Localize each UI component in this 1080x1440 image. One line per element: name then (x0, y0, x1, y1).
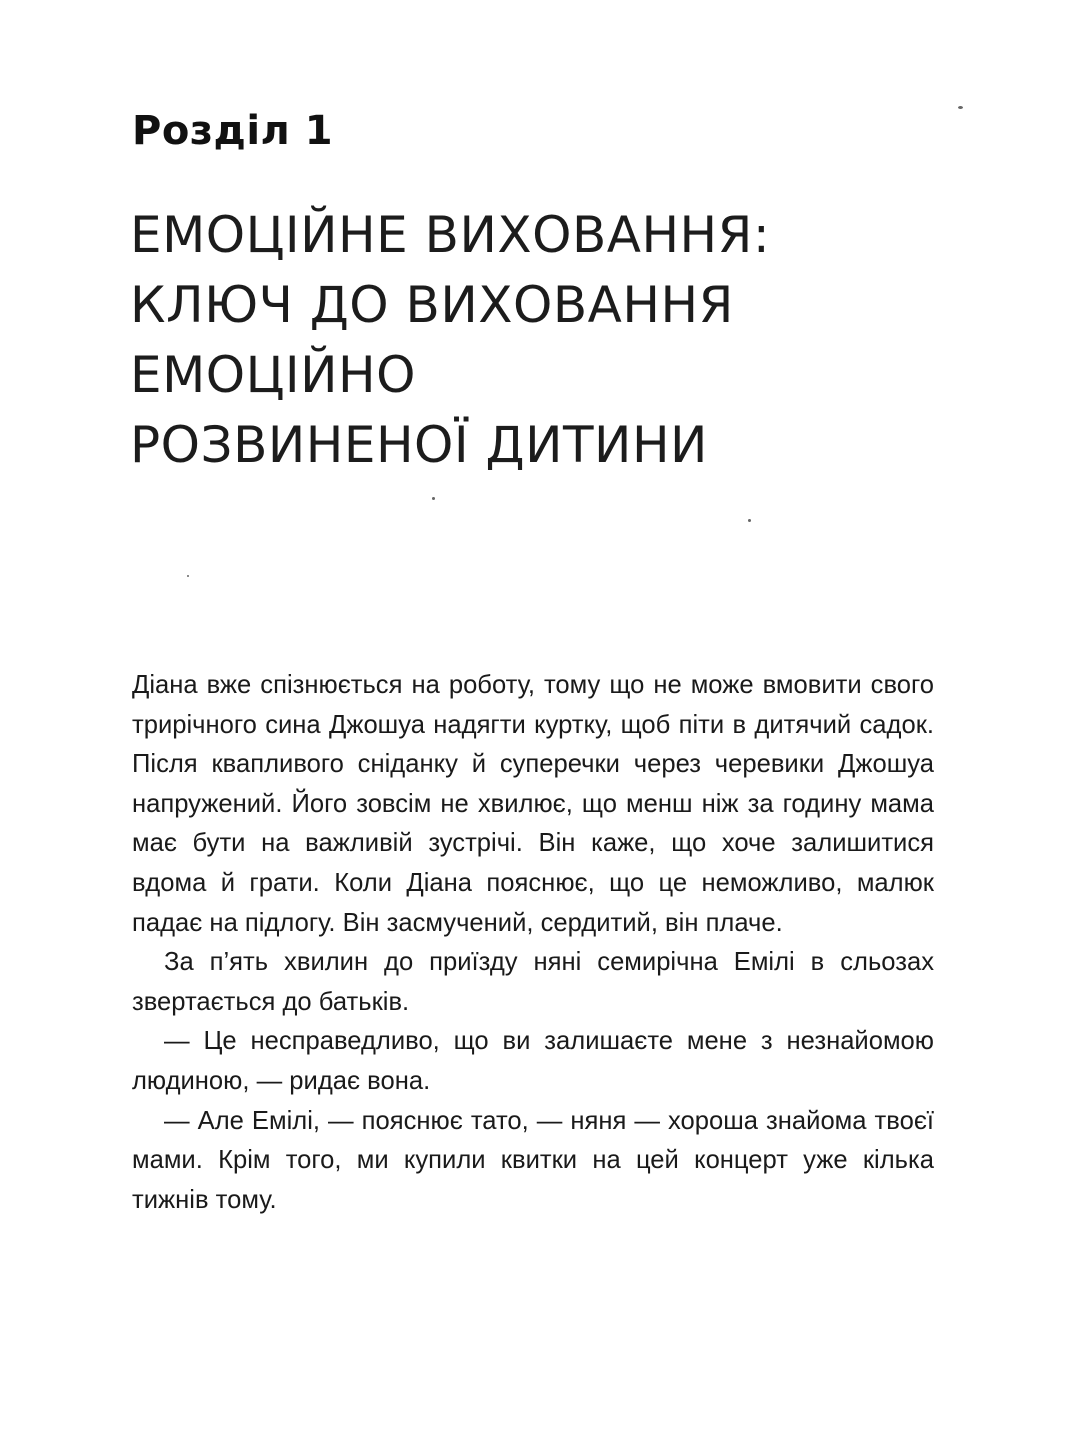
chapter-title-line: ЕМОЦІЙНЕ ВИХОВАННЯ: (130, 206, 771, 264)
chapter-title-line: КЛЮЧ ДО ВИХОВАННЯ (130, 276, 734, 334)
chapter-label: Розділ 1 (132, 108, 334, 154)
dialogue-line: — Але Емілі, — пояснює тато, — няня — хороша знайома твоєї мами. Крім того, ми купили квитки на цей концерт уже кілька тижнів тому. (132, 1106, 934, 1214)
body-text (132, 666, 934, 1220)
paragraph-intro: Діана вже спізнюється на роботу, тому що не може вмовити свого трирічного сина Джошуа надягти куртку, щоб піти в дитячий садок. Після квапливого сніданку й суперечки через черевики Джошуа напружений. Його зовсім не хвилює, що менш ніж за годину мама має бути на важливій зустрічі. Він каже, що хоче залишитися вдома й грати. Коли Діана пояснює, що це неможливо, малюк падає на підлогу. Він засмучений, сердитий, він плаче. (132, 671, 934, 937)
paragraph: За п’ять хвилин до приїзду няні семирічна Емілі в сльозах звертається до батьків. (132, 948, 934, 1016)
chapter-title-line: ЕМОЦІЙНО (130, 346, 417, 404)
scan-speck (432, 497, 435, 500)
chapter-title-line: РОЗВИНЕНОЇ ДИТИНИ (130, 416, 708, 474)
dialogue-line: — Це несправедливо, що ви залишаєте мене з незнайомою людиною, — ридає вона. (132, 1027, 934, 1095)
scan-speck (958, 106, 963, 109)
scan-speck (748, 519, 751, 522)
chapter-title (130, 200, 1010, 480)
scan-speck (187, 575, 189, 577)
